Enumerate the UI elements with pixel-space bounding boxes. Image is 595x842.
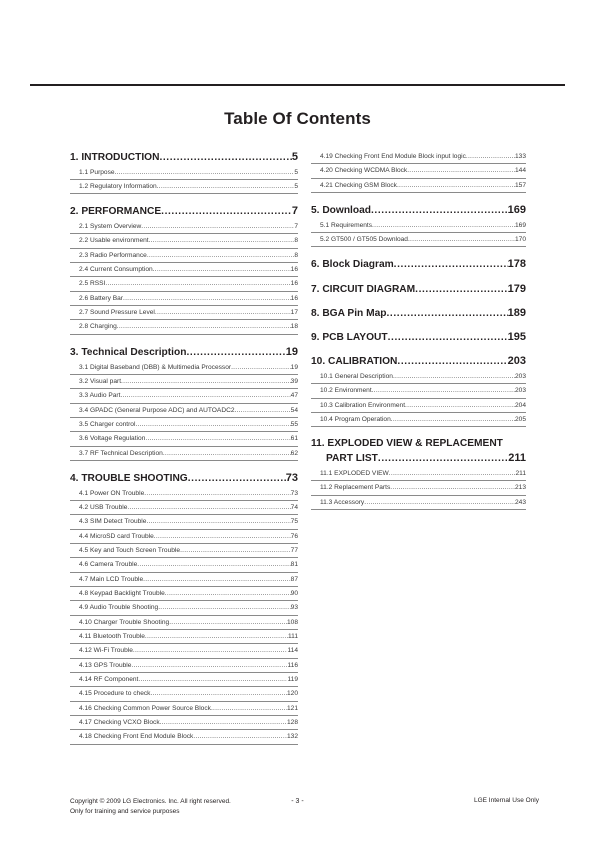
toc-subsection-title: 1.1 Purpose bbox=[79, 168, 115, 176]
toc-subsection-title: 4.14 RF Component bbox=[79, 676, 139, 684]
dot-leader bbox=[397, 355, 507, 369]
toc-subsection-title: 3.7 RF Technical Description bbox=[79, 449, 163, 457]
toc-chapter-page: 169 bbox=[507, 204, 526, 217]
toc-subsection-page: 211 bbox=[515, 469, 526, 477]
toc-subsection-page: 74 bbox=[290, 503, 298, 511]
toc-section bbox=[311, 354, 526, 427]
toc-subsection-title: 2.8 Charging bbox=[79, 323, 117, 331]
toc-subsection-page: 73 bbox=[290, 489, 298, 497]
toc-subsection[interactable] bbox=[311, 233, 526, 247]
toc-subsection[interactable] bbox=[311, 467, 526, 481]
toc-subsection-page: 16 bbox=[290, 280, 298, 288]
toc-subsection-page: 203 bbox=[514, 372, 526, 380]
toc-section bbox=[311, 150, 526, 193]
dot-leader bbox=[158, 601, 290, 615]
toc-subsection-page: 5 bbox=[294, 168, 298, 176]
dot-leader bbox=[153, 263, 291, 277]
dot-leader bbox=[186, 346, 285, 360]
dot-leader bbox=[161, 205, 292, 219]
dot-leader bbox=[188, 472, 286, 486]
toc-subsection[interactable] bbox=[70, 220, 298, 234]
toc-subsection[interactable] bbox=[70, 659, 298, 673]
toc-chapter[interactable] bbox=[70, 204, 298, 218]
dot-leader bbox=[105, 277, 290, 291]
dot-leader bbox=[157, 180, 295, 194]
toc-right-column bbox=[311, 150, 526, 520]
toc-subsection-title: 11.2 Replacement Parts bbox=[320, 484, 391, 492]
toc-chapter-page: 195 bbox=[507, 330, 526, 343]
toc-subsection[interactable] bbox=[70, 644, 298, 658]
toc-subsection-title: 3.6 Voltage Regulation bbox=[79, 435, 146, 443]
toc-subsection[interactable] bbox=[70, 616, 298, 630]
toc-subsection-page: 108 bbox=[286, 618, 298, 626]
toc-subsection[interactable] bbox=[70, 375, 298, 389]
dot-leader bbox=[390, 481, 515, 495]
toc-subsection-page: 203 bbox=[514, 387, 526, 395]
toc-chapter-title: 8. BGA Pin Map bbox=[311, 307, 387, 319]
toc-subsection[interactable] bbox=[70, 544, 298, 558]
toc-subsection[interactable] bbox=[70, 263, 298, 277]
toc-subsection-title: 4.12 Wi-Fi Trouble bbox=[79, 647, 133, 655]
toc-subsection[interactable] bbox=[311, 164, 526, 178]
dot-leader bbox=[180, 544, 291, 558]
toc-subsection-page: 213 bbox=[514, 484, 526, 492]
dot-leader bbox=[133, 644, 288, 658]
toc-subsection-title: 4.11 Bluetooth Trouble bbox=[79, 633, 145, 641]
toc-subsection[interactable] bbox=[70, 306, 298, 320]
dot-leader bbox=[135, 418, 290, 432]
dot-leader bbox=[138, 673, 287, 687]
toc-subsection[interactable] bbox=[311, 179, 526, 193]
dot-leader bbox=[391, 413, 515, 427]
dot-leader bbox=[131, 659, 287, 673]
toc-section bbox=[311, 282, 526, 296]
toc-subsection-page: 16 bbox=[290, 266, 298, 274]
toc-subsection-page: 144 bbox=[514, 167, 526, 175]
toc-subsection[interactable] bbox=[311, 150, 526, 164]
toc-subsection[interactable] bbox=[70, 320, 298, 334]
toc-subsection-title: 4.18 Checking Front End Module Block bbox=[79, 733, 194, 741]
footer-internal-use: LGE Internal Use Only bbox=[473, 797, 539, 804]
toc-chapter-title: 4. TROUBLE SHOOTING bbox=[70, 472, 188, 484]
toc-subsection[interactable] bbox=[70, 166, 298, 180]
dot-leader bbox=[155, 306, 291, 320]
toc-subsection-title: 4.15 Procedure to check bbox=[79, 690, 151, 698]
toc-subsection-page: 76 bbox=[290, 532, 298, 540]
toc-subsection-title: 4.8 Keypad Backlight Trouble bbox=[79, 590, 165, 597]
toc-subsection-page: 93 bbox=[290, 604, 298, 612]
toc-subsection-page: 205 bbox=[514, 415, 526, 423]
toc-subsection-title: 4.7 Main LCD Trouble bbox=[79, 575, 144, 583]
toc-subsection-title: 4.20 Checking WCDMA Block bbox=[320, 167, 408, 175]
dot-leader bbox=[364, 496, 515, 510]
toc-subsection[interactable] bbox=[70, 389, 298, 403]
dot-leader bbox=[372, 219, 515, 233]
toc-subsection-title: 4.3 SIM Detect Trouble bbox=[79, 518, 147, 526]
toc-chapter[interactable] bbox=[311, 282, 526, 296]
toc-section bbox=[70, 150, 298, 194]
toc-subsection-title: 3.1 Digital Baseband (DBB) & Multimedia Processor bbox=[79, 363, 232, 371]
toc-chapter[interactable] bbox=[311, 354, 526, 368]
toc-subsection[interactable] bbox=[311, 384, 526, 398]
toc-subsection-title: 3.4 GPADC (General Purpose ADC) and AUTOADC2 bbox=[79, 406, 235, 414]
header-rule bbox=[30, 84, 565, 86]
toc-chapter[interactable] bbox=[311, 306, 526, 320]
toc-subsection-title: 2.4 Current Consumption bbox=[79, 266, 153, 274]
toc-subsection[interactable] bbox=[70, 716, 298, 730]
toc-subsection[interactable] bbox=[70, 234, 298, 248]
dot-leader bbox=[115, 166, 295, 180]
toc-subsection-page: 81 bbox=[290, 561, 298, 569]
toc-subsection[interactable] bbox=[70, 447, 298, 461]
dot-leader bbox=[165, 587, 291, 601]
toc-subsection-page: 8 bbox=[294, 237, 298, 245]
footer-note: Only for training and service purposes bbox=[70, 807, 180, 815]
toc-chapter[interactable] bbox=[311, 257, 526, 271]
toc-subsection-title: 2.7 Sound Pressure Level bbox=[79, 309, 155, 317]
toc-chapter-page: 178 bbox=[507, 258, 526, 271]
toc-chapter[interactable] bbox=[311, 203, 526, 217]
toc-subsection[interactable] bbox=[70, 487, 298, 501]
toc-subsection-page: 170 bbox=[514, 236, 526, 244]
footer-copyright: Copyright © 2009 LG Electronics. Inc. All right reserved. bbox=[70, 798, 231, 805]
toc-chapter-title: 5. Download bbox=[311, 205, 371, 217]
toc-section bbox=[70, 471, 298, 745]
toc-subsection-page: 116 bbox=[287, 661, 298, 669]
toc-subsection[interactable] bbox=[70, 630, 298, 644]
dot-leader bbox=[231, 361, 291, 375]
dot-leader bbox=[121, 375, 291, 389]
toc-chapter-page: 203 bbox=[507, 355, 526, 368]
toc-subsection-page: 132 bbox=[286, 733, 298, 741]
toc-subsection[interactable] bbox=[70, 180, 298, 194]
toc-chapter[interactable] bbox=[70, 471, 298, 485]
toc-chapter-page: 189 bbox=[507, 306, 526, 319]
toc-chapter-title: 1. INTRODUCTION bbox=[70, 152, 160, 163]
toc-subsection[interactable] bbox=[311, 413, 526, 427]
toc-subsection[interactable] bbox=[70, 702, 298, 716]
toc-subsection-title: 4.19 Checking Front End Module Block input logic bbox=[320, 153, 466, 160]
toc-subsection-page: 120 bbox=[286, 690, 298, 698]
toc-subsection-title: 4.16 Checking Common Power Source Block bbox=[79, 704, 211, 712]
dot-leader bbox=[147, 249, 295, 263]
toc-subsection-page: 5 bbox=[294, 183, 298, 191]
dot-leader bbox=[141, 220, 294, 234]
dot-leader bbox=[145, 432, 290, 446]
toc-subsection-page: 18 bbox=[290, 323, 298, 331]
toc-subsection-title: 2.3 Radio Performance bbox=[79, 251, 147, 259]
dot-leader bbox=[117, 320, 291, 334]
toc-subsection-page: 7 bbox=[294, 223, 298, 231]
toc-subsection-title: 4.17 Checking VCXO Block bbox=[79, 719, 160, 727]
dot-leader bbox=[127, 501, 290, 515]
dot-leader bbox=[415, 283, 508, 297]
toc-chapter[interactable] bbox=[311, 451, 526, 465]
dot-leader bbox=[397, 179, 515, 193]
toc-subsection-title: 4.5 Key and Touch Screen Trouble bbox=[79, 546, 181, 554]
dot-leader bbox=[144, 487, 290, 501]
toc-section bbox=[311, 257, 526, 271]
toc-chapter-title: 9. PCB LAYOUT bbox=[311, 331, 388, 343]
dot-leader bbox=[389, 467, 516, 481]
toc-section bbox=[311, 330, 526, 344]
toc-chapter[interactable] bbox=[70, 345, 298, 359]
toc-subsection-page: 62 bbox=[290, 449, 298, 457]
toc-subsection-page: 133 bbox=[514, 153, 526, 160]
page-number: - 3 - bbox=[291, 798, 304, 805]
toc-subsection-title: 5.1 Requirements bbox=[320, 221, 373, 229]
toc-subsection-title: 4.13 GPS Trouble bbox=[79, 661, 132, 669]
toc-subsection-page: 111 bbox=[287, 633, 298, 641]
toc-subsection-page: 54 bbox=[290, 406, 298, 414]
page-title: Table Of Contents bbox=[224, 109, 371, 128]
dot-leader bbox=[405, 399, 515, 413]
toc-subsection[interactable] bbox=[311, 481, 526, 495]
toc-subsection[interactable] bbox=[70, 573, 298, 587]
toc-chapter-title: 10. CALIBRATION bbox=[311, 356, 398, 368]
toc-subsection-page: 128 bbox=[286, 719, 298, 727]
dot-leader bbox=[143, 573, 291, 587]
toc-subsection-title: 4.21 Checking GSM Block bbox=[320, 181, 397, 189]
dot-leader bbox=[149, 234, 295, 248]
toc-subsection-title: 5.2 GT500 / GT505 Download bbox=[320, 236, 408, 244]
toc-subsection-page: 39 bbox=[290, 377, 298, 385]
toc-subsection-title: 10.1 General Description bbox=[320, 372, 393, 380]
dot-leader bbox=[388, 331, 508, 345]
dot-leader bbox=[235, 404, 291, 418]
toc-subsection[interactable] bbox=[70, 418, 298, 432]
toc-subsection-page: 77 bbox=[290, 546, 298, 554]
toc-chapter-title: PART LIST bbox=[326, 453, 378, 465]
toc-chapter[interactable] bbox=[311, 330, 526, 344]
toc-subsection-title: 10.4 Program Operation bbox=[320, 415, 391, 423]
toc-subsection-page: 8 bbox=[294, 251, 298, 259]
toc-section bbox=[70, 345, 298, 461]
dot-leader bbox=[407, 164, 515, 178]
toc-subsection[interactable] bbox=[70, 249, 298, 263]
toc-chapter[interactable] bbox=[70, 150, 298, 164]
toc-subsection[interactable] bbox=[70, 587, 298, 601]
dot-leader bbox=[378, 452, 508, 466]
toc-subsection-page: 16 bbox=[290, 294, 298, 302]
toc-subsection[interactable] bbox=[311, 496, 526, 510]
dot-leader bbox=[211, 702, 287, 716]
toc-subsection-title: 2.2 Usable environment bbox=[79, 237, 149, 245]
toc-subsection-page: 157 bbox=[514, 181, 526, 189]
toc-chapter-title: 2. PERFORMANCE bbox=[70, 206, 162, 218]
dot-leader bbox=[120, 389, 290, 403]
toc-subsection-title: 10.3 Calibration Environment bbox=[320, 401, 406, 409]
dot-leader bbox=[160, 716, 287, 730]
toc-subsection[interactable] bbox=[70, 558, 298, 572]
toc-subsection[interactable] bbox=[70, 687, 298, 701]
toc-subsection[interactable] bbox=[311, 399, 526, 413]
toc-subsection[interactable] bbox=[70, 432, 298, 446]
toc-subsection-title: 1.2 Regulatory Information bbox=[79, 183, 157, 191]
dot-leader bbox=[466, 150, 515, 164]
toc-chapter-title: 6. Block Diagram bbox=[311, 259, 394, 271]
toc-subsection-title: 4.6 Camera Trouble bbox=[79, 561, 138, 569]
toc-subsection-page: 169 bbox=[514, 221, 526, 229]
dot-leader bbox=[154, 530, 291, 544]
dot-leader bbox=[193, 730, 287, 744]
dot-leader bbox=[393, 370, 515, 384]
toc-chapter-page: 211 bbox=[508, 452, 526, 465]
dot-leader bbox=[169, 616, 287, 630]
toc-subsection[interactable] bbox=[70, 277, 298, 291]
toc-subsection[interactable] bbox=[70, 673, 298, 687]
toc-subsection-title: 4.9 Audio Trouble Shooting bbox=[79, 604, 159, 612]
toc-section bbox=[311, 203, 526, 247]
toc-subsection-page: 19 bbox=[290, 363, 298, 371]
toc-chapter-multiline[interactable] bbox=[311, 437, 526, 465]
toc-subsection-page: 243 bbox=[514, 498, 526, 506]
toc-subsection[interactable] bbox=[70, 530, 298, 544]
dot-leader bbox=[150, 687, 287, 701]
toc-subsection-page: 55 bbox=[290, 420, 298, 428]
toc-subsection[interactable] bbox=[70, 501, 298, 515]
toc-subsection[interactable] bbox=[70, 361, 298, 375]
dot-leader bbox=[394, 258, 508, 272]
toc-subsection-title: 10.2 Environment bbox=[320, 387, 372, 395]
toc-chapter-page: 7 bbox=[291, 205, 298, 218]
toc-subsection-page: 17 bbox=[290, 309, 298, 317]
toc-chapter-page: 19 bbox=[285, 345, 298, 358]
toc-chapter-page: 179 bbox=[507, 282, 526, 295]
toc-subsection[interactable] bbox=[70, 515, 298, 529]
toc-subsection-page: 47 bbox=[290, 392, 298, 400]
toc-subsection-title: 2.5 RSSI bbox=[79, 280, 106, 288]
dot-leader bbox=[371, 204, 508, 218]
dot-leader bbox=[146, 515, 290, 529]
toc-subsection[interactable] bbox=[70, 404, 298, 418]
dot-leader bbox=[163, 447, 291, 461]
toc-section bbox=[70, 204, 298, 334]
dot-leader bbox=[408, 233, 515, 247]
dot-leader bbox=[123, 292, 291, 306]
toc-subsection-title: 4.10 Charger Trouble Shooting bbox=[79, 618, 170, 626]
toc-subsection-page: 61 bbox=[290, 435, 298, 443]
toc-subsection-title: 3.3 Audio Part bbox=[79, 392, 121, 400]
toc-subsection-title: 2.6 Battery Bar bbox=[79, 294, 123, 302]
dot-leader bbox=[145, 630, 288, 644]
toc-subsection-title: 11.1 EXPLODED VIEW bbox=[320, 469, 389, 477]
toc-subsection[interactable] bbox=[70, 601, 298, 615]
toc-subsection-page: 119 bbox=[287, 676, 298, 684]
toc-chapter-page: 73 bbox=[285, 471, 298, 484]
toc-chapter-page: 5 bbox=[291, 151, 298, 163]
toc-section bbox=[311, 306, 526, 320]
dot-leader bbox=[137, 558, 290, 572]
toc-subsection-page: 87 bbox=[290, 575, 298, 583]
toc-subsection-title: 4.4 MicroSD card Trouble bbox=[79, 532, 154, 540]
dot-leader bbox=[159, 151, 291, 165]
toc-subsection[interactable] bbox=[70, 730, 298, 744]
toc-subsection-page: 114 bbox=[287, 647, 298, 655]
toc-left-column bbox=[70, 150, 298, 755]
toc-section bbox=[311, 437, 526, 510]
toc-subsection-page: 204 bbox=[514, 401, 526, 409]
toc-subsection-page: 90 bbox=[290, 590, 298, 597]
toc-subsection[interactable] bbox=[311, 370, 526, 384]
toc-chapter-title: 7. CIRCUIT DIAGRAM bbox=[311, 283, 416, 295]
toc-subsection-title: 11.3 Accessory bbox=[320, 498, 365, 506]
toc-subsection-title: 4.1 Power ON Trouble bbox=[79, 489, 145, 497]
toc-subsection[interactable] bbox=[70, 292, 298, 306]
toc-subsection-title: 3.2 Visual part bbox=[79, 377, 122, 385]
toc-subsection-title: 4.2 USB Trouble bbox=[79, 503, 128, 511]
toc-chapter-title-line1: 11. EXPLODED VIEW & REPLACEMENT bbox=[311, 438, 503, 450]
dot-leader bbox=[386, 307, 507, 321]
toc-subsection[interactable] bbox=[311, 219, 526, 233]
toc-subsection-title: 2.1 System Overview bbox=[79, 223, 142, 231]
toc-chapter-title: 3. Technical Description bbox=[70, 346, 187, 358]
toc-subsection-title: 3.5 Charger control bbox=[79, 420, 136, 428]
toc-subsection-page: 75 bbox=[290, 518, 298, 526]
dot-leader bbox=[372, 384, 515, 398]
toc-subsection-page: 121 bbox=[286, 704, 298, 712]
